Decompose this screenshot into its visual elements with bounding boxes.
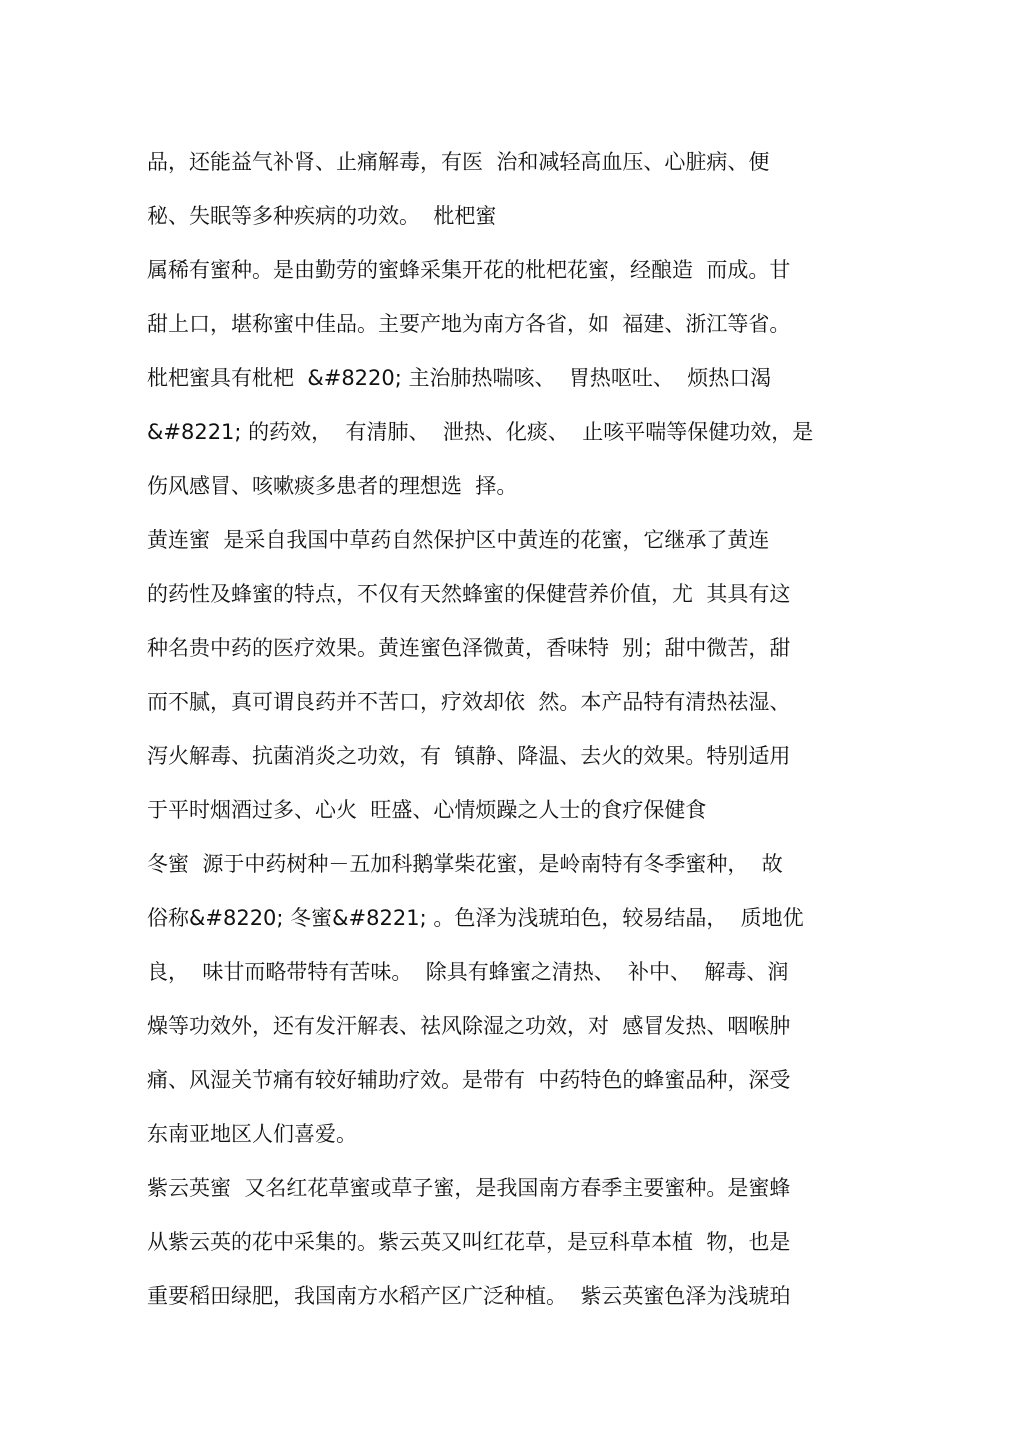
text-line: 枇杷蜜具有枇杷 &#8220; 主治肺热喘咳、 胃热呕吐、 烦热口渴: [147, 366, 772, 390]
text-line: 品，还能益气补肾、止痛解毒，有医 治和减轻高血压、心脏病、便: [147, 150, 770, 174]
text-line: 秘、失眠等多种疾病的功效。 枇杷蜜: [147, 204, 497, 228]
text-line: 的药性及蜂蜜的特点，不仅有天然蜂蜜的保健营养价值，尤 其具有这: [147, 582, 791, 606]
text-line: 紫云英蜜 又名红花草蜜或草子蜜，是我国南方春季主要蜜种。是蜜蜂: [147, 1176, 791, 1200]
text-line: 于平时烟酒过多、心火 旺盛、心情烦躁之人士的食疗保健食: [147, 798, 707, 822]
text-line: 伤风感冒、咳嗽痰多患者的理想选 择。: [147, 474, 518, 498]
text-line: 重要稻田绿肥，我国南方水稻产区广泛种植。 紫云英蜜色泽为浅琥珀: [147, 1284, 791, 1308]
text-line: 良， 味甘而略带特有苦味。 除具有蜂蜜之清热、 补中、 解毒、润: [147, 960, 789, 984]
text-line: 属稀有蜜种。是由勤劳的蜜蜂采集开花的枇杷花蜜，经酿造 而成。甘: [147, 258, 791, 282]
text-line: 冬蜜 源于中药树种－五加科鹅掌柴花蜜，是岭南特有冬季蜜种， 故: [147, 852, 783, 876]
text-line: 泻火解毒、抗菌消炎之功效，有 镇静、降温、去火的效果。特别适用: [147, 744, 791, 768]
text-line: 而不腻，真可谓良药并不苦口，疗效却依 然。本产品特有清热祛湿、: [147, 690, 791, 714]
text-line: 燥等功效外，还有发汗解表、祛风除湿之功效，对 感冒发热、咽喉肿: [147, 1014, 791, 1038]
text-line: 东南亚地区人们喜爱。: [147, 1122, 357, 1146]
text-line: 俗称&#8220; 冬蜜&#8221; 。色泽为浅琥珀色，较易结晶， 质地优: [147, 906, 804, 930]
text-line: 种名贵中药的医疗效果。黄连蜜色泽微黄，香味特 别；甜中微苦，甜: [147, 636, 791, 660]
text-line: &#8221; 的药效， 有清肺、 泄热、化痰、 止咳平喘等保健功效，是: [147, 420, 814, 444]
text-line: 从紫云英的花中采集的。紫云英又叫红花草，是豆科草本植 物，也是: [147, 1230, 791, 1254]
text-line: 黄连蜜 是采自我国中草药自然保护区中黄连的花蜜，它继承了黄连: [147, 528, 770, 552]
text-line: 痛、风湿关节痛有较好辅助疗效。是带有 中药特色的蜂蜜品种，深受: [147, 1068, 791, 1092]
text-line: 甜上口，堪称蜜中佳品。主要产地为南方各省，如 福建、浙江等省。: [147, 312, 791, 336]
